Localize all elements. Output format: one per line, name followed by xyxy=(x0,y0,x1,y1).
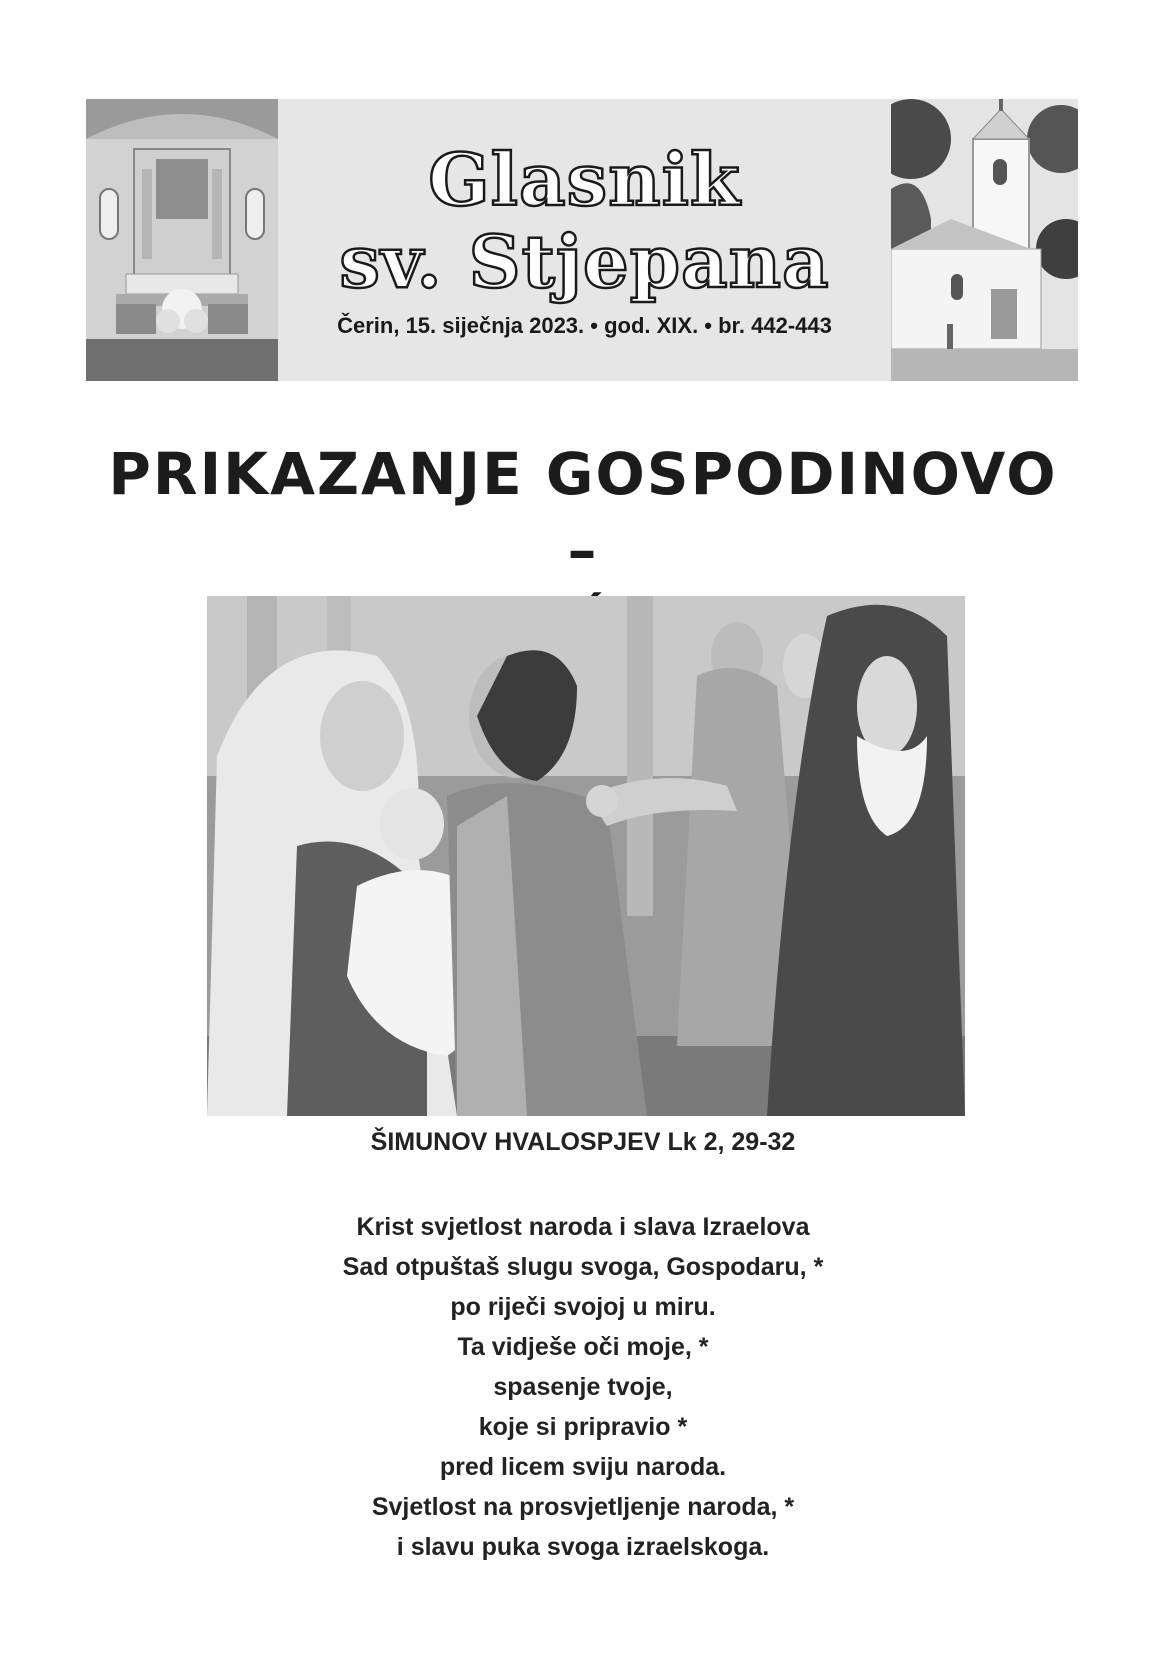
presentation-painting-icon xyxy=(207,596,965,1116)
title-line-2: sv. Stjepana xyxy=(339,219,830,304)
canticle-caption: ŠIMUNOV HVALOSPJEV Lk 2, 29-32 xyxy=(370,1128,796,1156)
publication-title xyxy=(278,139,891,303)
presentation-painting xyxy=(207,596,965,1116)
canticle-line: Ta vidješe oči moje, * xyxy=(457,1333,709,1361)
church-interior-icon xyxy=(86,99,278,381)
church-exterior-photo xyxy=(891,99,1078,381)
church-tower-icon xyxy=(891,99,1078,381)
title-line-1: Glasnik xyxy=(428,137,741,222)
canticle-line: spasenje tvoje, xyxy=(493,1373,673,1401)
church-interior-photo xyxy=(86,99,278,381)
canticle-line: koje si pripravio * xyxy=(478,1413,688,1441)
issue-date-line: Čerin, 15. siječnja 2023. • god. XIX. • br. 442-443 xyxy=(337,313,832,338)
canticle-line: pred licem sviju naroda. xyxy=(439,1453,727,1481)
canticle-line: Krist svjetlost naroda i slava Izraelova xyxy=(356,1213,810,1241)
canticle-line: po riječi svojoj u miru. xyxy=(450,1293,716,1321)
canticle-line: i slavu puka svoga izraelskoga. xyxy=(396,1533,770,1561)
canticle-line: Sad otpuštaš slugu svoga, Gospodaru, * xyxy=(342,1253,824,1281)
masthead xyxy=(86,99,1078,381)
canticle-line: Svjetlost na prosvjetljenje naroda, * xyxy=(371,1493,795,1521)
canticle-text xyxy=(0,1207,1166,1567)
masthead-title-block xyxy=(278,99,891,381)
headline-line-1: PRIKAZANJE GOSPODINOVO – xyxy=(108,440,1058,584)
